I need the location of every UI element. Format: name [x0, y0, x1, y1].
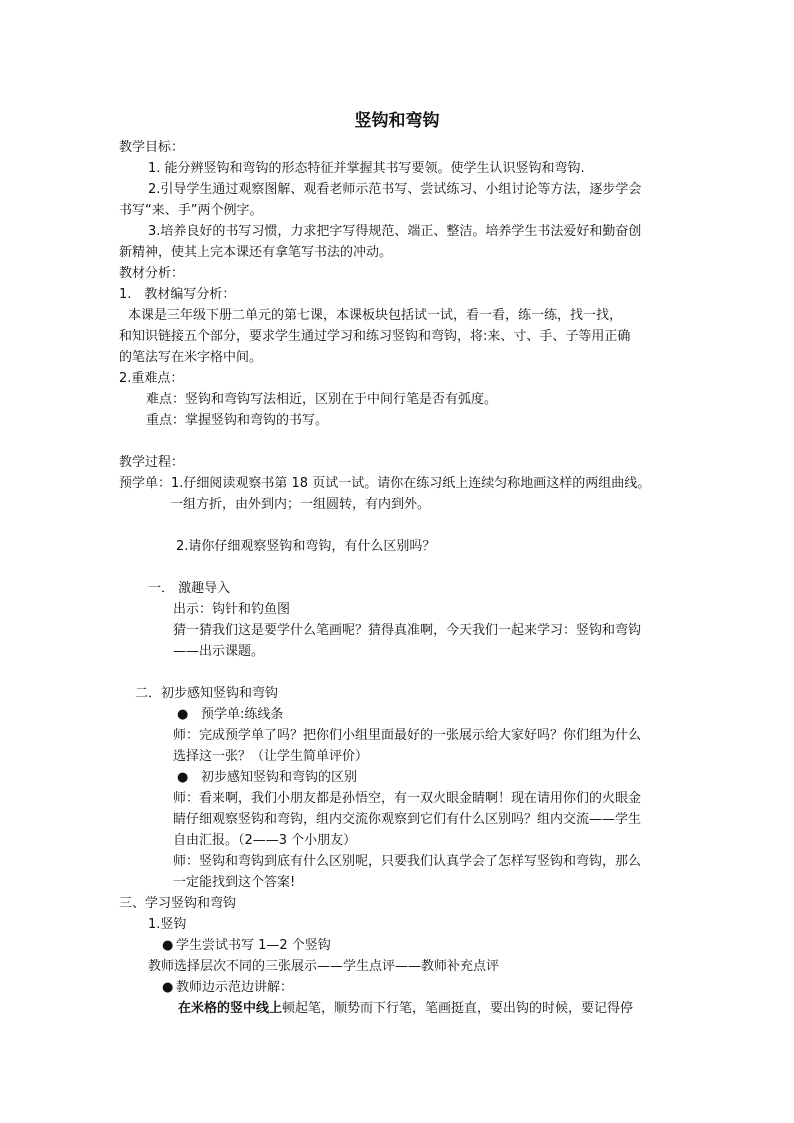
bullet-icon: ● — [162, 938, 174, 953]
bullet-icon: ● — [162, 980, 174, 995]
analysis-2-heading: 2.重难点： — [119, 371, 184, 386]
analysis-1-line-2: 和知识链接五个部分，要求学生通过学习和练习竖钩和弯钩，将:来、寸、手、子等用正确 — [119, 329, 631, 344]
prestudy-line-2: 一组方折，由外到内；一组圆转，有内到外。 — [170, 497, 431, 512]
section-1-show: 出示：钩针和钓鱼图 — [173, 602, 291, 617]
section-1-line-2: ——出示课题。 — [173, 644, 265, 659]
goal-3-line-2: 新精神，使其上完本课还有拿笔写书法的冲动。 — [119, 245, 393, 260]
section-3-select: 教师选择层次不同的三张展示——学生点评——教师补充点评 — [148, 959, 500, 974]
section-3-last-rest: 顿起笔，顺势而下行笔，笔画挺直，要出钩的时候，要记得停 — [282, 1001, 634, 1016]
analysis-1-heading: 1. 教材编写分析： — [119, 287, 236, 302]
section-2-heading: 二．初步感知竖钩和弯钩 — [135, 686, 279, 701]
section-3-bullet-2-label: 教师边示范边讲解： — [176, 980, 294, 995]
goal-3-line-1: 3.培养良好的书写习惯，力求把字写得规范、端正、整洁。培养学生书法爱好和勤奋创 — [148, 224, 642, 239]
goal-2-line-2: 书写“来、手”两个例字。 — [119, 203, 263, 218]
analysis-1-line-1: 本课是三年级下册二单元的第七课，本课板块包括试一试，看一看，练一练，找一找， — [128, 308, 623, 323]
section-2-teacher-3-line-2: 一定能找到这个答案! — [173, 875, 296, 890]
section-1-heading: 一． 激趣导入 — [148, 581, 231, 596]
section-3-sub-1: 1.竖钩 — [148, 917, 187, 932]
section-2-bullet-1 — [177, 706, 283, 724]
page-title: 竖钩和弯钩 — [354, 111, 440, 131]
section-2-teacher-3-line-1: 师：竖钩和弯钩到底有什么区别呢，只要我们认真学会了怎样写竖钩和弯钩，那么 — [173, 854, 642, 869]
section-3-heading: 三、学习竖钩和弯钩 — [119, 896, 237, 911]
section-2-teacher-1-line-1: 师：完成预学单了吗？把你们小组里面最好的一张展示给大家好吗？你们组为什么 — [173, 728, 642, 743]
bullet-icon: ● — [177, 707, 189, 722]
prestudy-question-2: 2.请你仔细观察竖钩和弯钩，有什么区别吗？ — [176, 539, 436, 554]
section-3-bullet-1 — [162, 937, 331, 955]
key-point-text: 重点：掌握竖钩和弯钩的书写。 — [146, 413, 329, 428]
prestudy-line-1: 预学单：1.仔细阅读观察书第 18 页试一试。请你在练习纸上连续匀称地画这样的两组曲线。 — [119, 476, 651, 491]
section-3-bullet-2 — [162, 979, 293, 997]
section-2-teacher-2-line-2: 睛仔细观察竖钩和弯钩，组内交流你观察到它们有什么区别吗？组内交流——学生 — [173, 812, 642, 827]
section-2-teacher-1-line-2: 选择这一张？（让学生简单评价） — [173, 749, 369, 764]
bullet-icon: ● — [177, 770, 189, 785]
section-2-bullet-1-label: 预学单:练线条 — [201, 707, 284, 722]
section-2-teacher-2-line-3: 自由汇报。（2——3 个小朋友） — [173, 833, 357, 848]
goals-heading: 教学目标： — [119, 140, 185, 155]
analysis-1-line-3: 的笔法写在米字格中间。 — [119, 350, 263, 365]
section-2-bullet-2-label: 初步感知竖钩和弯钩的区别 — [201, 770, 358, 785]
section-2-teacher-2-line-1: 师：看来啊，我们小朋友都是孙悟空，有一双火眼金睛啊！现在请用你们的火眼金 — [173, 791, 642, 806]
section-3-bullet-1-label: 学生尝试书写 1—2 个竖钩 — [176, 938, 331, 953]
section-1-line-1: 猜一猜我们这是要学什么笔画呢？猜得真准啊，今天我们一起来学习：竖钩和弯钩 — [173, 623, 642, 638]
goal-1: 1. 能分辨竖钩和弯钩的形态特征并掌握其书写要领。使学生认识竖钩和弯钩. — [148, 161, 585, 176]
section-3-last-bold: 在米格的竖中线上 — [178, 1001, 283, 1016]
analysis-heading: 教材分析： — [119, 266, 185, 281]
section-3-last-line — [178, 1000, 633, 1018]
section-2-bullet-2 — [177, 769, 357, 787]
process-heading: 教学过程： — [119, 455, 185, 470]
difficulty-text: 难点：竖钩和弯钩写法相近，区别在于中间行笔是否有弧度。 — [146, 392, 498, 407]
goal-2-line-1: 2.引导学生通过观察图解、观看老师示范书写、尝试练习、小组讨论等方法，逐步学会 — [148, 182, 642, 197]
